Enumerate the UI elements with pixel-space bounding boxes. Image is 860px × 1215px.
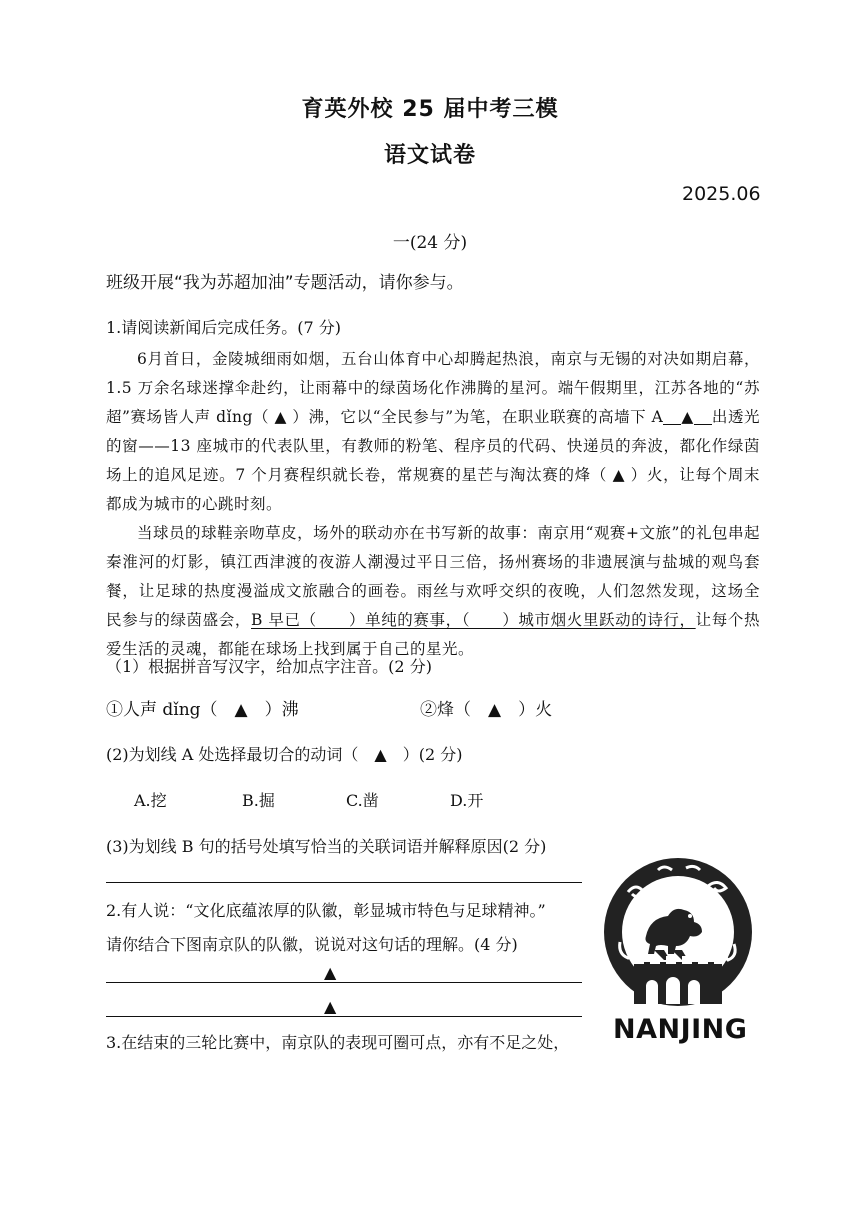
q1-sub1-prompt: （1）根据拼音写汉字，给加点字注音。(2 分) [106,657,432,676]
passage-paragraph-2: 当球员的球鞋亲吻草皮，场外的联动亦在书写新的故事：南京用“观赛+文旅”的礼包串起秦淮河的灯影，镇江西津渡的夜游人潮漫过平日三倍，扬州赛场的非遗展演与盐城的观鸟套餐，让足球的热度漫溢成文旅融合的画卷。雨丝与欢呼交织的夜晚，人们忽然发现，这场全民参与的绿茵盛会，B 早已（ ）单纯的赛事，（ ）城市烟火里跃动的诗行，让每个热爱生活的灵魂，都能在球场上找到属于自己的星光。 [106,524,760,658]
section-heading: 一(24 分) [392,233,468,253]
q2-line2: 请你结合下图南京队的队徽，说说对这句话的理解。(4 分) [106,935,518,954]
answer-mark-1: ▲ [324,963,337,982]
q1-prompt: 1.请阅读新闻后完成任务。(7 分) [106,318,342,337]
news-passage [106,345,760,664]
answer-line-sub3 [106,882,582,883]
exam-subtitle: 语文试卷 [383,143,476,168]
underlined-sentence-b: B 早已（ ）单纯的赛事，（ ）城市烟火里跃动的诗行， [251,611,696,629]
q1-sub1-item2: ②烽（ ▲ ）火 [420,700,553,720]
section-intro: 班级开展“我为苏超加油”专题活动，请你参与。 [106,273,464,293]
q1-sub1-item1: ①人声 dǐng（ ▲ ）沸 [106,700,299,720]
option-c: C.凿 [346,791,379,810]
nanjing-crest-icon [598,852,758,1020]
nanjing-team-emblem [598,852,758,1020]
answer-line-q2-2 [106,1016,582,1017]
q2-line1: 2.有人说：“文化底蕴浓厚的队徽，彰显城市特色与足球精神。” [106,901,546,920]
exam-title: 育英外校 25 届中考三模 [301,97,559,122]
answer-line-q2-1 [106,982,582,983]
q3-line1: 3.在结束的三轮比赛中，南京队的表现可圈可点，亦有不足之处， [106,1033,570,1052]
option-a: A.挖 [134,791,167,810]
answer-mark-2: ▲ [324,997,337,1016]
passage-paragraph-1: 6月首日，金陵城细雨如烟，五台山体育中心却腾起热浪，南京与无锡的对决如期启幕，1.5 万余名球迷撑伞赴约，让雨幕中的绿茵场化作沸腾的星河。端午假期里，江苏各地的“苏超”赛场皆人声 dǐng（ ▲ ）沸，它以“全民参与”为笔，在职业联赛的高墙下 A ▲ 出透光的窗——13 座城市的代表队里，有教师的粉笔、程序员的代码、快递员的奔波，都化作绿茵场上的追风足迹。7 个月赛程织就长卷，常规赛的星芒与淘汰赛的烽（ ▲ ）火，让每个周末都成为城市的心跳时刻。 [106,350,760,513]
exam-date: 2025.06 [682,183,761,205]
q1-sub3-prompt: (3)为划线 B 句的括号处填写恰当的关联词语并解释原因(2 分) [106,837,547,856]
option-d: D.开 [450,791,484,810]
emblem-caption: NANJING [613,1014,748,1045]
option-b: B.掘 [242,791,275,810]
q1-sub2-prompt: (2)为划线 A 处选择最切合的动词（ ▲ ）(2 分) [106,745,463,764]
